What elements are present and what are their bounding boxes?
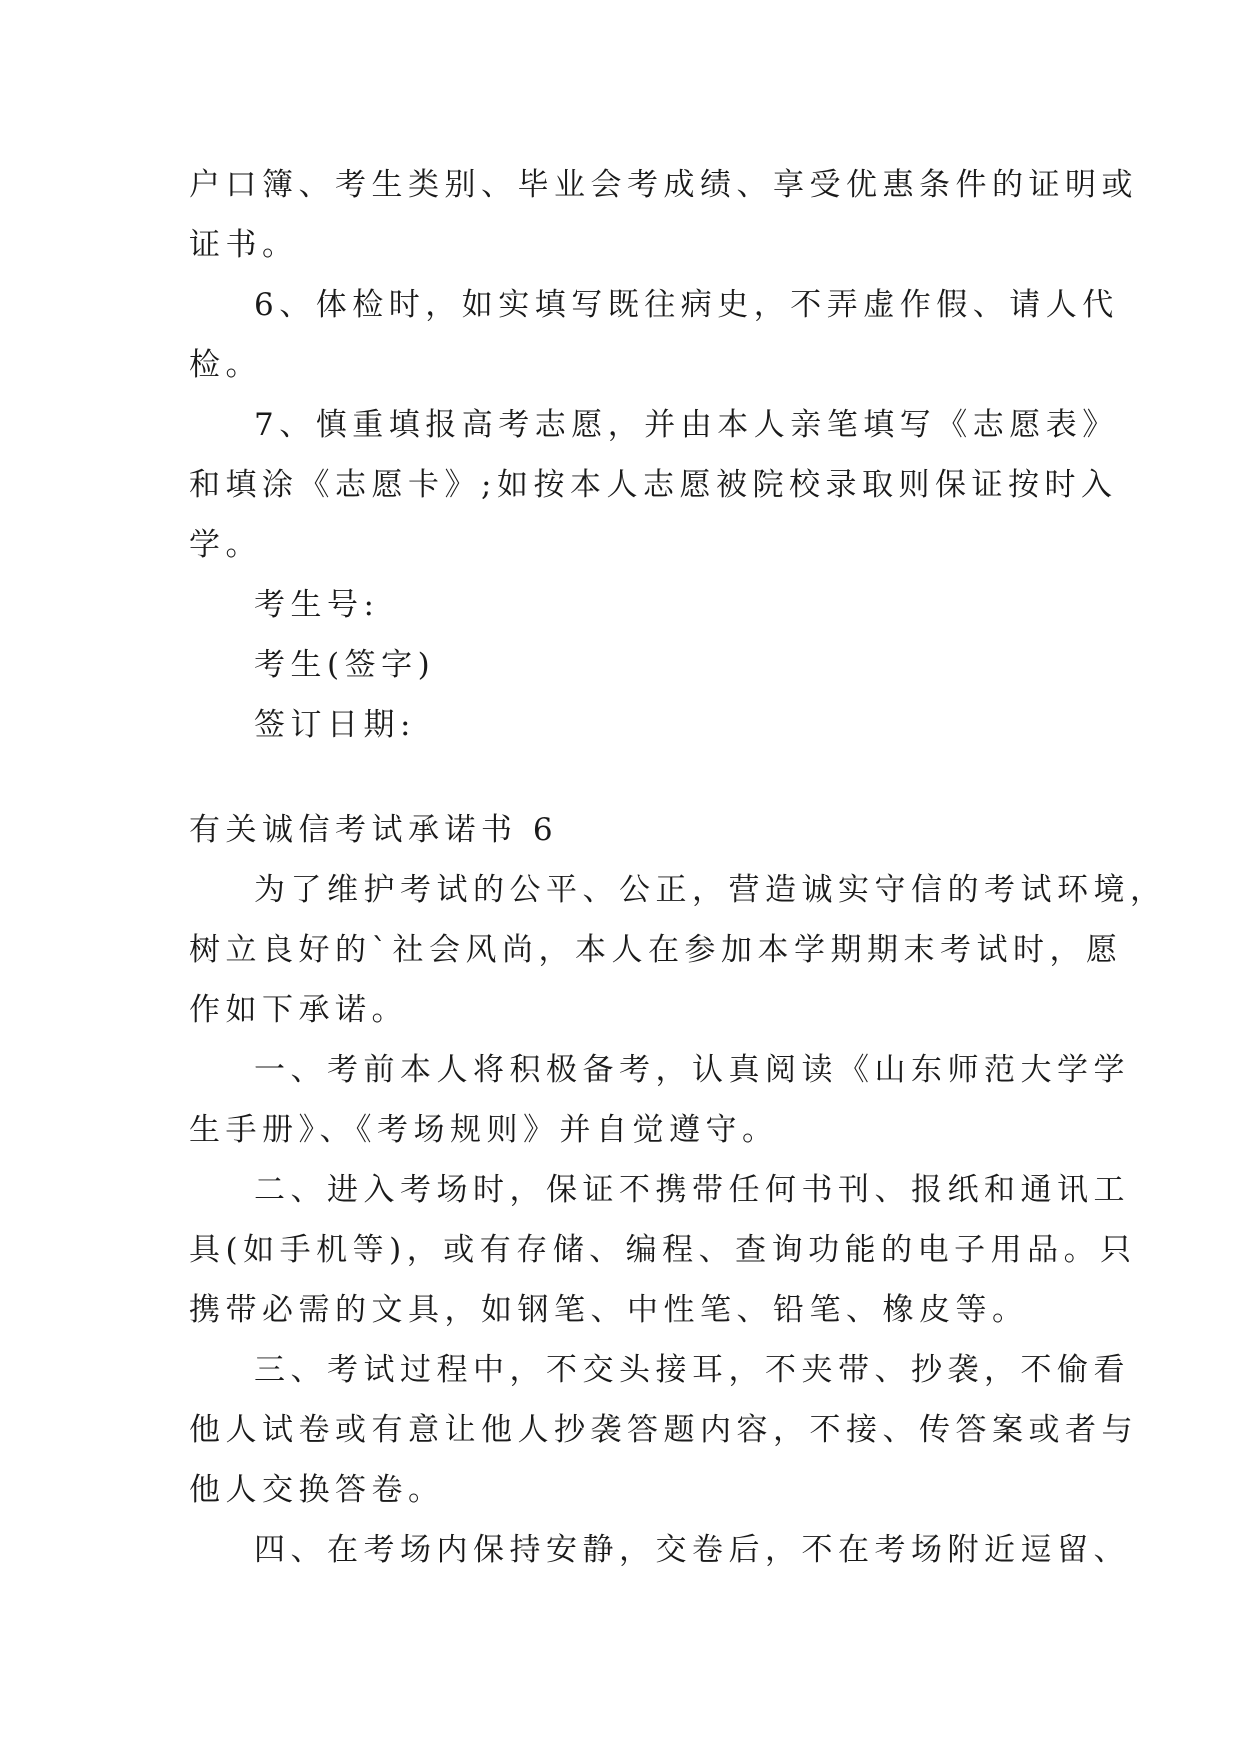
text-line-3: 6、体检时，如实填写既往病史，不弄虚作假、请人代 [254,287,1119,323]
text-line-14: 作如下承诺。 [189,992,408,1028]
text-line-18: 具(如手机等)，或有存储、编程、查询功能的电子用品。只 [189,1232,1137,1268]
exam-number-label: 考生号: [254,587,380,623]
text-line-7: 学。 [189,527,262,563]
text-line-20: 三、考试过程中，不交头接耳，不夹带、抄袭，不偷看 [254,1352,1130,1388]
text-line-17: 二、进入考场时，保证不携带任何书刊、报纸和通讯工 [254,1172,1130,1208]
section-title: 有关诚信考试承诺书 6 [189,812,559,848]
text-line-1: 户口簿、考生类别、毕业会考成绩、享受优惠条件的证明或 [189,167,1138,203]
text-line-4: 检。 [189,347,262,383]
sign-date-label: 签订日期: [254,707,416,743]
text-line-19: 携带必需的文具，如钢笔、中性笔、铅笔、橡皮等。 [189,1292,1029,1328]
text-line-15: 一、考前本人将积极备考，认真阅读《山东师范大学学 [254,1052,1130,1088]
text-line-13: 树立良好的`社会风尚，本人在参加本学期期末考试时，愿 [189,932,1123,968]
text-line-23: 四、在考场内保持安静，交卷后，不在考场附近逗留、 [254,1532,1130,1568]
text-line-2: 证书。 [189,227,299,263]
text-line-21: 他人试卷或有意让他人抄袭答题内容，不接、传答案或者与 [189,1412,1138,1448]
text-line-16: 生手册》、《考场规则》并自觉遵守。 [189,1112,779,1148]
text-line-22: 他人交换答卷。 [189,1472,445,1508]
signature-label: 考生(签字) [254,647,436,683]
text-line-6: 和填涂《志愿卡》;如按本人志愿被院校录取则保证按时入 [189,467,1118,503]
text-line-12: 为了维护考试的公平、公正，营造诚实守信的考试环境， [254,872,1167,908]
text-line-5: 7、慎重填报高考志愿，并由本人亲笔填写《志愿表》 [254,407,1119,443]
